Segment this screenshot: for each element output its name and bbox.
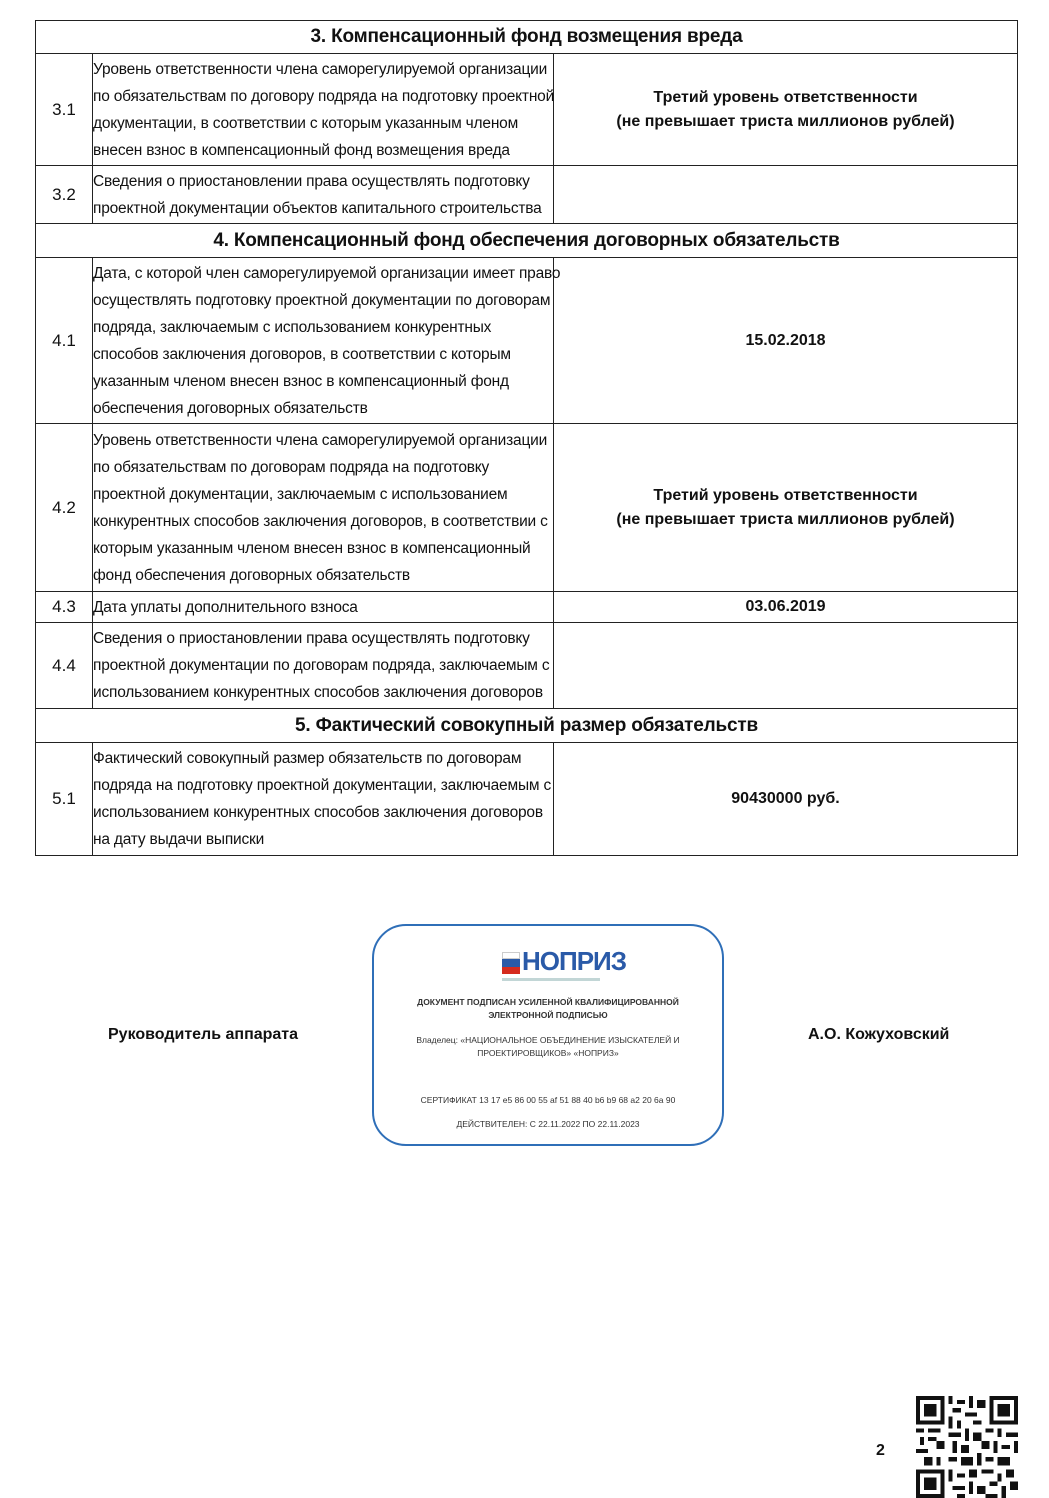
table-row — [36, 424, 1018, 592]
row-number: 5.1 — [36, 743, 93, 856]
stamp-owner: Владелец: «НАЦИОНАЛЬНОЕ ОБЪЕДИНЕНИЕ ИЗЫСКАТЕЛЕЙ И ПРОЕКТИРОВЩИКОВ» «НОПРИЗ» — [416, 1035, 680, 1058]
table-row — [36, 743, 1018, 856]
row-value — [554, 623, 1018, 709]
page-number: 2 — [876, 1442, 885, 1459]
table-row — [36, 258, 1018, 424]
row-number: 4.3 — [36, 592, 93, 623]
row-description: Дата, с которой член саморегулируемой организации имеет право осуществлять подготовку проектной документации по договорам подряда, заключаемым с использованием конкурентных способов заключения договоров, в соответствии с которым указанным членом внесен взнос в компенсационный фонд обеспечения договорных обязательств — [93, 258, 554, 424]
table-row — [36, 166, 1018, 224]
row-value: Третий уровень ответственности (не превышает триста миллионов рублей) — [554, 54, 1018, 166]
row-number: 4.2 — [36, 424, 93, 592]
row-description: Дата уплаты дополнительного взноса — [93, 592, 554, 623]
row-description: Уровень ответственности члена саморегулируемой организации по обязательствам по договорам подряда на подготовку проектной документации, заключаемым с использованием конкурентных способов заключения договоров, в соответствии с которым указанным членом внесен взнос в компенсационный фонд обеспечения договорных обязательств — [93, 424, 554, 592]
row-number: 3.1 — [36, 54, 93, 166]
row-number: 3.2 — [36, 166, 93, 224]
extract-table — [35, 20, 1018, 856]
row-description: Фактический совокупный размер обязательств по договорам подряда на подготовку проектной документации, заключаемым с использованием конкурентных способов заключения договоров на дату выдачи выписки — [93, 743, 554, 856]
row-description: Уровень ответственности члена саморегулируемой организации по обязательствам по договору подряда на подготовку проектной документации, в соответствии с которым указанным членом внесен взнос в компенсационный фонд возмещения вреда — [93, 54, 554, 166]
row-value — [554, 166, 1018, 224]
logo-text: НОПРИЗ — [522, 946, 627, 976]
row-number: 4.4 — [36, 623, 93, 709]
row-value: 15.02.2018 — [554, 258, 1018, 424]
row-number: 4.1 — [36, 258, 93, 424]
nopriz-logo — [502, 944, 627, 984]
flag-icon — [502, 952, 520, 974]
table-row — [36, 54, 1018, 166]
electronic-signature-stamp — [372, 924, 724, 1146]
signatory-position: Руководитель аппарата — [108, 1026, 299, 1043]
row-value: 03.06.2019 — [554, 592, 1018, 623]
table-row — [36, 623, 1018, 709]
section-title-5: 5. Фактический совокупный размер обязательств — [36, 709, 1018, 743]
stamp-title: ДОКУМЕНТ ПОДПИСАН УСИЛЕННОЙ КВАЛИФИЦИРОВАННОЙ ЭЛЕКТРОННОЙ ПОДПИСЬЮ — [417, 997, 679, 1020]
section-title-4: 4. Компенсационный фонд обеспечения договорных обязательств — [36, 224, 1018, 258]
row-description: Сведения о приостановлении права осуществлять подготовку проектной документации по договорам подряда, заключаемым с использованием конкурентных способов заключения договоров — [93, 623, 554, 709]
stamp-validity: ДЕЙСТВИТЕЛЕН: С 22.11.2022 ПО 22.11.2023 — [456, 1119, 640, 1129]
qr-code-icon — [916, 1396, 1018, 1498]
section-title-3: 3. Компенсационный фонд возмещения вреда — [36, 21, 1018, 54]
row-value: Третий уровень ответственности (не превышает триста миллионов рублей) — [554, 424, 1018, 592]
row-description: Сведения о приостановлении права осуществлять подготовку проектной документации объектов капитального строительства — [93, 166, 554, 224]
row-value: 90430000 руб. — [554, 743, 1018, 856]
signatory-name: А.О. Кожуховский — [808, 1026, 950, 1043]
logo-underline — [502, 978, 600, 981]
table-row — [36, 592, 1018, 623]
stamp-certificate: СЕРТИФИКАТ 13 17 e5 86 00 55 af 51 88 40 b6 b9 68 a2 20 6a 90 — [420, 1095, 676, 1105]
